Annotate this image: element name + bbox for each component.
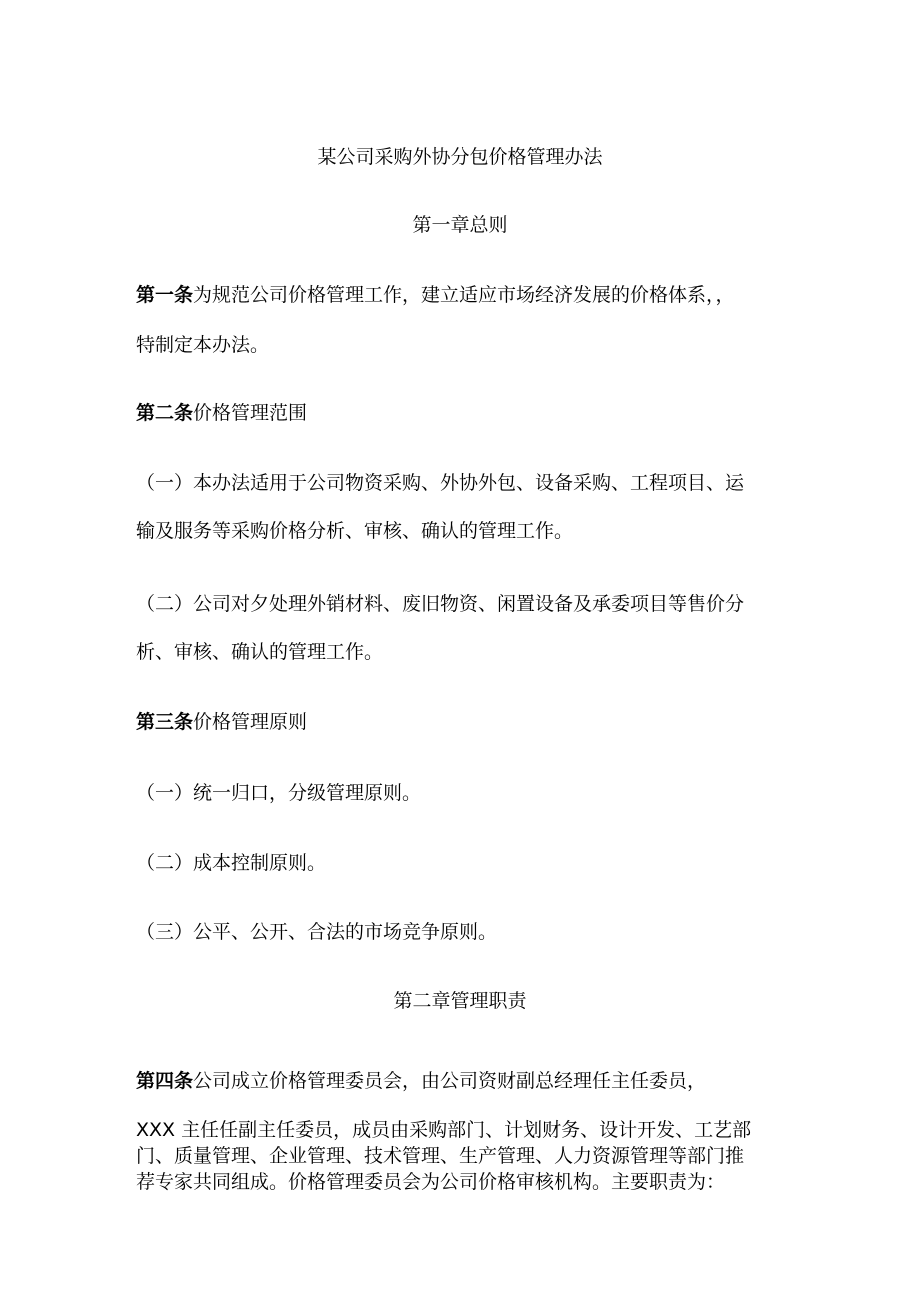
article3-label: 第三条 xyxy=(136,711,194,733)
article3-heading xyxy=(136,710,307,734)
article4-label: 第四条 xyxy=(136,1070,194,1092)
article4-line1 xyxy=(136,1069,706,1093)
article3-text: 价格管理原则 xyxy=(193,711,308,733)
article4-line4: 荐专家共同组成。价格管理委员会为公司价格审核机构。主要职责为： xyxy=(136,1171,726,1193)
article3-item2: （二）成本控制原则。 xyxy=(136,852,327,874)
article2-item2-line2: 析、审核、确认的管理工作。 xyxy=(136,641,384,663)
article3-item3: （三）公平、公开、合法的市场竞争原则。 xyxy=(136,921,498,943)
article2-item1-line1: （一）本办法适用于公司物资采购、外协外包、设备采购、工程项目、运 xyxy=(136,472,745,494)
article2-item1-line2: 输及服务等采购价格分析、审核、确认的管理工作。 xyxy=(136,520,574,542)
document-title: 某公司采购外协分包价格管理办法 xyxy=(317,146,603,168)
article4-line2: XXX 主任任副主任委员，成员由采购部门、计划财务、设计开发、工艺部 xyxy=(136,1119,752,1141)
article2-heading xyxy=(136,401,307,425)
article1-line2: 特制定本办法。 xyxy=(136,334,270,356)
article2-label: 第二条 xyxy=(136,402,194,424)
article4-line3: 门、质量管理、企业管理、技术管理、生产管理、人力资源管理等部门推 xyxy=(136,1145,745,1167)
article1-text: 为规范公司价格管理工作，建立适应市场经济发展的价格体系，， xyxy=(193,284,735,306)
chapter2-heading: 第二章管理职责 xyxy=(393,990,527,1012)
article1-label: 第一条 xyxy=(136,284,194,306)
article1-line1 xyxy=(136,283,735,307)
article2-text: 价格管理范围 xyxy=(193,402,308,424)
article3-item1: （一）统一归口，分级管理原则。 xyxy=(136,782,422,804)
article2-item2-line1: （二）公司对夕处理外销材料、废旧物资、闲置设备及承委项目等售价分 xyxy=(136,593,745,615)
article4-text: 公司成立价格管理委员会，由公司资财副总经理任主任委员， xyxy=(193,1070,707,1092)
chapter1-heading: 第一章总则 xyxy=(412,214,508,236)
